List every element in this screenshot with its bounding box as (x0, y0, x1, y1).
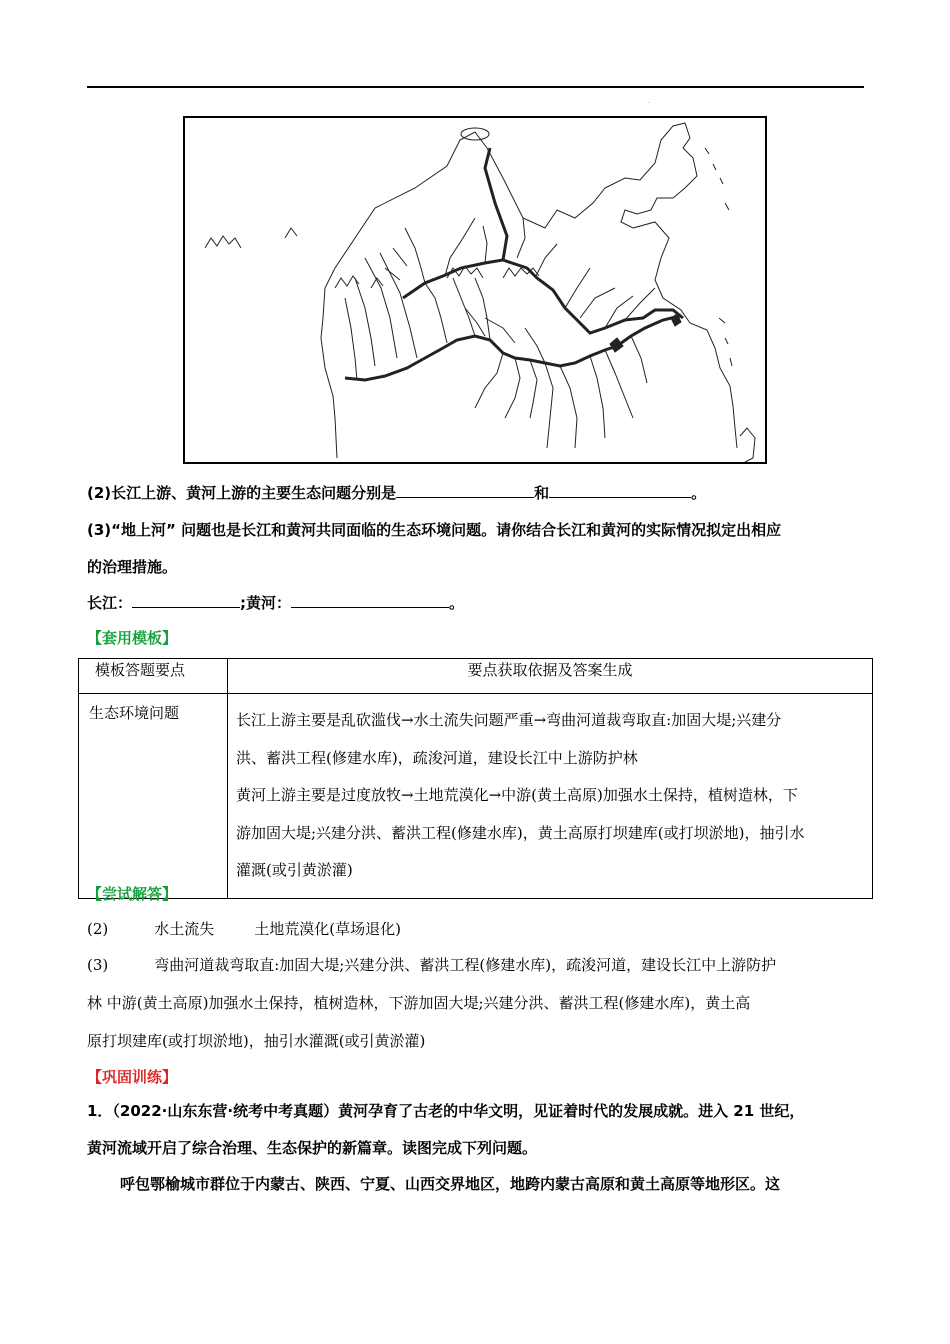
question-3-answers (87, 592, 464, 613)
ans3-line1: 弯曲河道裁弯取直:加固大堤;兴建分洪、蓄洪工程(修建水库)，疏浚河道，建设长江中上游防护 (154, 956, 777, 974)
table-row1-col2 (228, 694, 873, 899)
table-header-col2: 要点获取依据及答案生成 (228, 659, 873, 694)
q2-blank-2[interactable] (549, 482, 691, 498)
table-row1-col1: 生态环境问题 (79, 694, 228, 899)
q2-end: 。 (691, 484, 707, 502)
ans3-num: (3) (87, 956, 109, 974)
huanghe-blank[interactable] (291, 592, 449, 608)
section-practice: 【巩固训练】 (87, 1068, 178, 1086)
section-template: 【套用模板】 (87, 629, 178, 647)
table-line: 黄河上游主要是过度放牧→土地荒漠化→中游(黄土高原)加强水土保持，植树造林，下 (236, 786, 798, 804)
table-header-row (79, 659, 873, 694)
practice-1-line1: 1．（2022·山东东营·统考中考真题）黄河孕育了古老的中华文明，见证着时代的发展成就。进入 21 世纪， (87, 1102, 805, 1120)
practice-1-passage: 呼包鄂榆城市群位于内蒙古、陕西、宁夏、山西交界地区，地跨内蒙古高原和黄土高原等地形区。这 (120, 1175, 781, 1193)
answer-3-line3: 原打坝建库(或打坝淤地)，抽引水灌溉(或引黄淤灌) (87, 1032, 426, 1050)
q2-text: (2)长江上游、黄河上游的主要生态问题分别是 (87, 484, 397, 502)
template-table (78, 658, 873, 899)
answer-2 (87, 919, 401, 939)
ans2-a: 水土流失 (154, 920, 215, 938)
table-line: 洪、蓄洪工程(修建水库)，疏浚河道，建设长江中上游防护林 (236, 748, 638, 767)
section-try: 【尝试解答】 (87, 885, 178, 903)
answer-3-line1 (87, 955, 776, 975)
practice-1-line2: 黄河流域开启了综合治理、生态保护的新篇章。读图完成下列问题。 (87, 1139, 538, 1157)
changjiang-blank[interactable] (132, 592, 240, 608)
question-2 (87, 482, 706, 503)
ans2-b: 土地荒漠化(草场退化) (254, 920, 401, 938)
scan-dot: · (648, 100, 650, 107)
question-3-line1: (3)“地上河” 问题也是长江和黄河共同面临的生态环境问题。请你结合长江和黄河的实际情况拟定出相应 (87, 521, 782, 539)
question-3-line2: 的治理措施。 (87, 558, 178, 576)
answer-3-line2: 林 中游(黄土高原)加强水土保持，植树造林，下游加固大堤;兴建分洪、蓄洪工程(修建水库)，黄土高 (87, 994, 751, 1012)
header-rule (87, 86, 864, 88)
table-line: 长江上游主要是乱砍滥伐→水土流失问题严重→弯曲河道裁弯取直:加固大堤;兴建分 (236, 711, 782, 729)
ans2-num: (2) (87, 920, 109, 938)
table-row (79, 694, 873, 899)
q3-end: 。 (449, 594, 465, 612)
table-line: 游加固大堤;兴建分洪、蓄洪工程(修建水库)，黄土高原打坝建库(或打坝淤地)，抽引水 (236, 823, 805, 842)
q2-mid: 和 (534, 484, 550, 502)
river-map (183, 116, 767, 464)
changjiang-label: 长江： (87, 594, 133, 612)
huanghe-label: ;黄河： (240, 594, 292, 612)
q2-blank-1[interactable] (396, 482, 534, 498)
table-header-col1: 模板答题要点 (79, 659, 228, 694)
table-line: 灌溉(或引黄淤灌) (236, 861, 353, 879)
